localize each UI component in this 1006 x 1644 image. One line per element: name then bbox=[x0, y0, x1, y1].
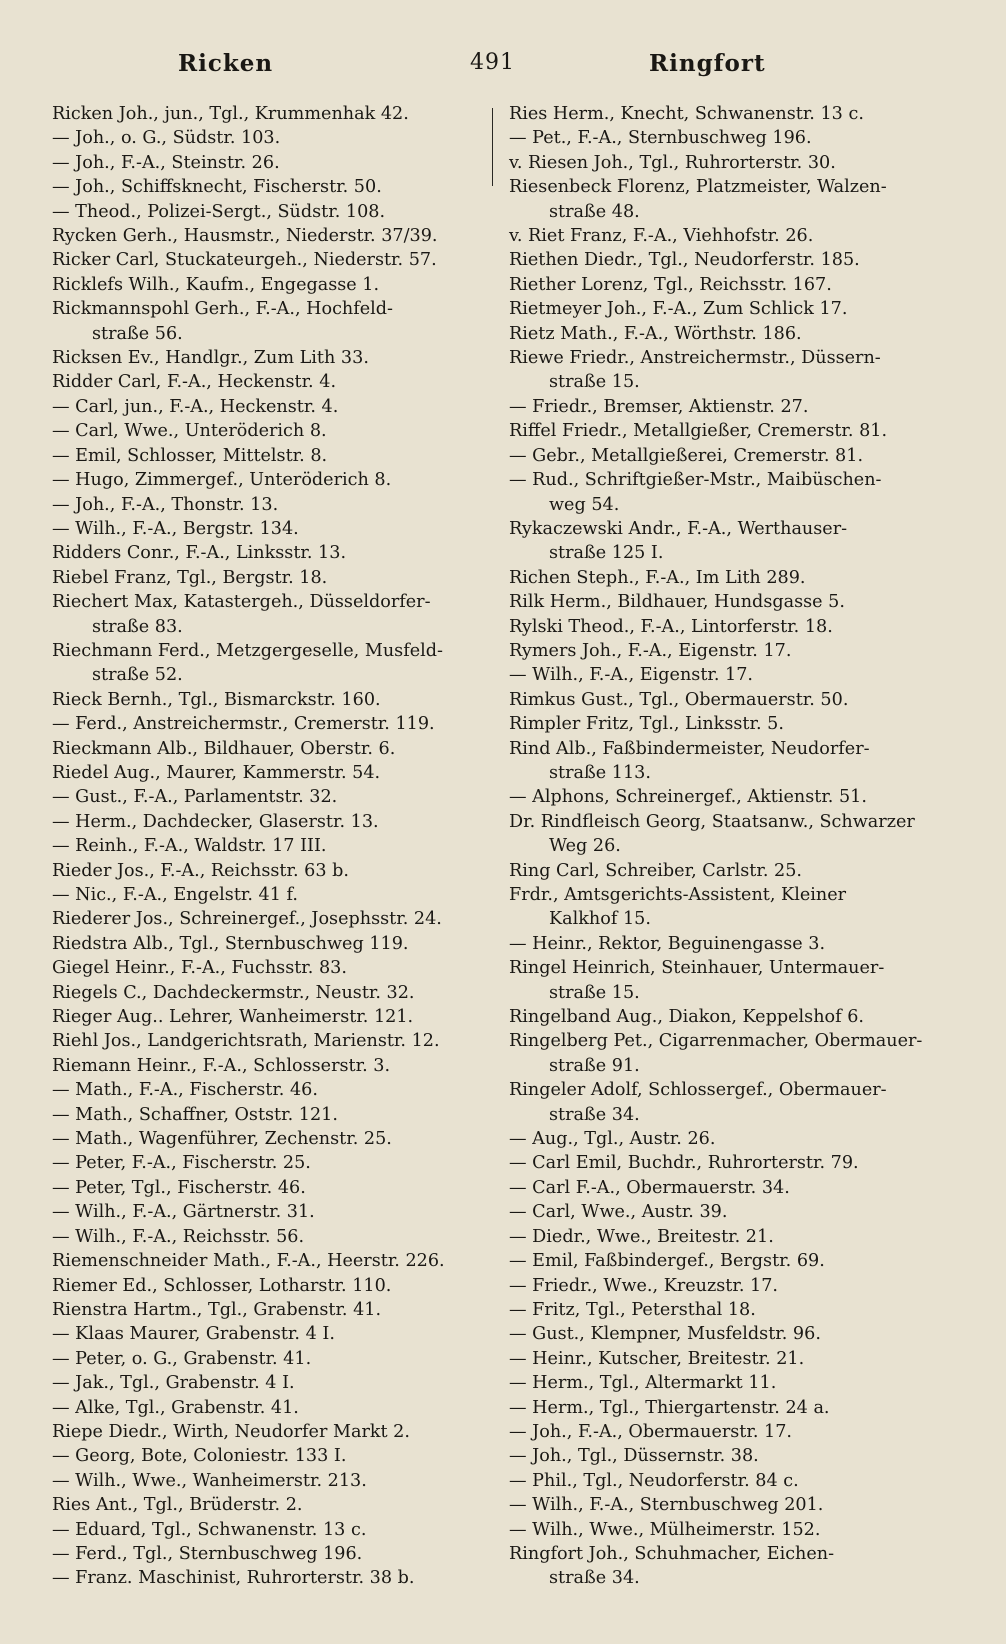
directory-entry-line: — Peter, Tgl., Fischerstr. 46. bbox=[52, 1177, 306, 1198]
directory-entry-line: — Pet., F.-A., Sternbuschweg 196. bbox=[509, 128, 812, 149]
directory-entry-line: — Wilh., Wwe., Mülheimerstr. 152. bbox=[509, 1519, 821, 1540]
directory-entry-line: Ringelband Aug., Diakon, Keppelshof 6. bbox=[509, 1007, 865, 1028]
directory-entry-line: — Phil., Tgl., Neudorferstr. 84 c. bbox=[509, 1470, 799, 1491]
directory-entry-line: straße 48. bbox=[549, 201, 640, 222]
right-column bbox=[509, 102, 974, 1591]
directory-entry-line: — Hugo, Zimmergef., Unteröderich 8. bbox=[52, 470, 392, 491]
directory-entry-line: Riesenbeck Florenz, Platzmeister, Walzen- bbox=[509, 177, 887, 198]
directory-entry-line: — Ferd., Anstreichermstr., Cremerstr. 119. bbox=[52, 714, 435, 735]
directory-entry-line: straße 91. bbox=[549, 1055, 640, 1076]
directory-entry-line: — Heinr., Rektor, Beguinengasse 3. bbox=[509, 933, 826, 954]
directory-entry-line: — Theod., Polizei-Sergt., Südstr. 108. bbox=[52, 201, 386, 222]
directory-entry-line: Ringelberg Pet., Cigarrenmacher, Obermauer- bbox=[509, 1031, 923, 1052]
directory-entry-line: weg 54. bbox=[549, 494, 620, 515]
directory-entry-line: straße 83. bbox=[92, 616, 183, 637]
directory-entry-line: — Heinr., Kutscher, Breitestr. 21. bbox=[509, 1348, 805, 1369]
directory-entry-line: Ring Carl, Schreiber, Carlstr. 25. bbox=[509, 860, 802, 881]
directory-entry-line: Rickmannspohl Gerh., F.-A., Hochfeld- bbox=[52, 299, 394, 320]
directory-entry-line: Riemenschneider Math., F.-A., Heerstr. 226. bbox=[52, 1251, 445, 1272]
directory-entry-line: — Joh., F.-A., Thonstr. 13. bbox=[52, 494, 279, 515]
directory-entry-line: Riedstra Alb., Tgl., Sternbuschweg 119. bbox=[52, 933, 409, 954]
directory-entry-line: — Carl, Wwe., Unteröderich 8. bbox=[52, 421, 327, 442]
directory-entry-line: — Emil, Schlosser, Mittelstr. 8. bbox=[52, 445, 328, 466]
directory-entry-line: — Friedr., Bremser, Aktienstr. 27. bbox=[509, 396, 809, 417]
directory-entry-line: Giegel Heinr., F.-A., Fuchsstr. 83. bbox=[52, 958, 347, 979]
directory-entry-line: Ridders Conr., F.-A., Linksstr. 13. bbox=[52, 543, 347, 564]
directory-entry-line: Riechert Max, Katastergeh., Düsseldorfer- bbox=[52, 592, 431, 613]
directory-entry-line: Ricklefs Wilh., Kaufm., Engegasse 1. bbox=[52, 274, 380, 295]
directory-entry-line: — Eduard, Tgl., Schwanenstr. 13 c. bbox=[52, 1519, 367, 1540]
directory-entry-line: — Joh., Tgl., Düssernstr. 38. bbox=[509, 1446, 759, 1467]
directory-entry-line: Rimpler Fritz, Tgl., Linksstr. 5. bbox=[509, 714, 784, 735]
directory-entry-line: — Fritz, Tgl., Petersthal 18. bbox=[509, 1299, 756, 1320]
directory-entry-line: Riffel Friedr., Metallgießer, Cremerstr. 81. bbox=[509, 421, 888, 442]
directory-entry-line: Riepe Diedr., Wirth, Neudorfer Markt 2. bbox=[52, 1421, 410, 1442]
directory-entry-line: — Math., Schaffner, Oststr. 121. bbox=[52, 1104, 338, 1125]
directory-entry-line: Riether Lorenz, Tgl., Reichsstr. 167. bbox=[509, 274, 832, 295]
directory-entry-line: Riebel Franz, Tgl., Bergstr. 18. bbox=[52, 567, 328, 588]
directory-entry-line: Ries Ant., Tgl., Brüderstr. 2. bbox=[52, 1495, 303, 1516]
directory-entry-line: Riegels C., Dachdeckermstr., Neustr. 32. bbox=[52, 982, 415, 1003]
directory-entry-line: Ries Herm., Knecht, Schwanenstr. 13 c. bbox=[509, 104, 864, 124]
directory-entry-line: — Joh., Schiffsknecht, Fischerstr. 50. bbox=[52, 177, 382, 198]
directory-entry-line: — Jak., Tgl., Grabenstr. 4 I. bbox=[52, 1373, 295, 1394]
directory-entry-line: — Rud., Schriftgießer-Mstr., Maibüschen- bbox=[509, 470, 882, 491]
directory-entry-line: — Wilh., F.-A., Gärtnerstr. 31. bbox=[52, 1202, 315, 1223]
directory-entry-line: Riedel Aug., Maurer, Kammerstr. 54. bbox=[52, 762, 381, 783]
directory-entry-line: — Herm., Tgl., Thiergartenstr. 24 a. bbox=[509, 1397, 830, 1418]
directory-entry-line: Rietmeyer Joh., F.-A., Zum Schlick 17. bbox=[509, 299, 848, 320]
directory-entry-line: Ricken Joh., jun., Tgl., Krummenhak 42. bbox=[52, 104, 409, 124]
directory-entry-line: — Wilh., Wwe., Wanheimerstr. 213. bbox=[52, 1470, 367, 1491]
directory-entry-line: Ridder Carl, F.-A., Heckenstr. 4. bbox=[52, 372, 337, 393]
directory-entry-line: — Klaas Maurer, Grabenstr. 4 I. bbox=[52, 1324, 335, 1345]
directory-entry-line: — Joh., F.-A., Obermauerstr. 17. bbox=[509, 1421, 793, 1442]
directory-entry-line: v. Riesen Joh., Tgl., Ruhrorterstr. 30. bbox=[509, 152, 836, 173]
directory-entry-line: — Gust., F.-A., Parlamentstr. 32. bbox=[52, 787, 338, 808]
directory-entry-line: — Nic., F.-A., Engelstr. 41 f. bbox=[52, 885, 299, 905]
directory-entry-line: — Gust., Klempner, Musfeldstr. 96. bbox=[509, 1324, 821, 1345]
directory-entry-line: Riemer Ed., Schlosser, Lotharstr. 110. bbox=[52, 1275, 392, 1296]
directory-entry-line: Ringfort Joh., Schuhmacher, Eichen- bbox=[509, 1543, 835, 1564]
directory-entry-line: straße 125 I. bbox=[549, 543, 664, 564]
directory-entry-line: Rieckmann Alb., Bildhauer, Oberstr. 6. bbox=[52, 738, 396, 759]
directory-entry-line: — Peter, F.-A., Fischerstr. 25. bbox=[52, 1153, 311, 1174]
directory-entry-line: v. Riet Franz, F.-A., Viehhofstr. 26. bbox=[509, 226, 814, 247]
directory-entry-line: — Math., Wagenführer, Zechenstr. 25. bbox=[52, 1129, 392, 1150]
directory-entry-line: — Aug., Tgl., Austr. 26. bbox=[509, 1129, 716, 1150]
directory-entry-line: Ricker Carl, Stuckateurgeh., Niederstr. 57. bbox=[52, 250, 437, 271]
directory-entry-line: — Ferd., Tgl., Sternbuschweg 196. bbox=[52, 1543, 363, 1564]
directory-entry-line: Riehl Jos., Landgerichtsrath, Marienstr. 12. bbox=[52, 1031, 440, 1052]
directory-entry-line: straße 56. bbox=[92, 323, 183, 344]
directory-entry-line: Rylski Theod., F.-A., Lintorferstr. 18. bbox=[509, 616, 833, 637]
directory-entry-line: Rieger Aug.. Lehrer, Wanheimerstr. 121. bbox=[52, 1007, 414, 1028]
directory-entry-line: straße 113. bbox=[549, 762, 651, 783]
directory-entry-line: — Joh., o. G., Südstr. 103. bbox=[52, 128, 281, 149]
directory-entry-line: — Franz. Maschinist, Ruhrorterstr. 38 b. bbox=[52, 1568, 415, 1589]
directory-entry-line: — Wilh., F.-A., Sternbuschweg 201. bbox=[509, 1495, 824, 1516]
directory-entry-line: Riechmann Ferd., Metzgergeselle, Musfeld- bbox=[52, 640, 443, 661]
directory-entry-line: — Emil, Faßbindergef., Bergstr. 69. bbox=[509, 1251, 825, 1272]
directory-entry-line: Ricksen Ev., Handlgr., Zum Lith 33. bbox=[52, 348, 369, 369]
column-divider bbox=[492, 108, 493, 186]
directory-entry-line: straße 15. bbox=[549, 372, 640, 393]
directory-entry-line: — Herm., Dachdecker, Glaserstr. 13. bbox=[52, 811, 379, 832]
directory-entry-line: — Alphons, Schreinergef., Aktienstr. 51. bbox=[509, 787, 867, 808]
directory-entry-line: Riewe Friedr., Anstreichermstr., Düssern- bbox=[509, 348, 881, 369]
directory-entry-line: — Georg, Bote, Coloniestr. 133 I. bbox=[52, 1446, 347, 1467]
directory-entry-line: — Peter, o. G., Grabenstr. 41. bbox=[52, 1348, 312, 1369]
directory-entry-line: Weg 26. bbox=[549, 836, 621, 857]
directory-entry-line: Riemann Heinr., F.-A., Schlosserstr. 3. bbox=[52, 1055, 391, 1076]
directory-entry-line: Ringeler Adolf, Schlossergef., Obermauer- bbox=[509, 1080, 887, 1101]
directory-entry-line: — Friedr., Wwe., Kreuzstr. 17. bbox=[509, 1275, 778, 1296]
directory-entry-line: Rymers Joh., F.-A., Eigenstr. 17. bbox=[509, 640, 792, 661]
directory-entry-line: Rieder Jos., F.-A., Reichsstr. 63 b. bbox=[52, 860, 349, 881]
directory-entry-line: straße 34. bbox=[549, 1568, 640, 1589]
directory-entry-line: — Carl Emil, Buchdr., Ruhrorterstr. 79. bbox=[509, 1153, 859, 1174]
directory-entry-line: straße 15. bbox=[549, 982, 640, 1003]
directory-entry-line: Rind Alb., Faßbindermeister, Neudorfer- bbox=[509, 738, 870, 759]
directory-entry-line: — Carl, jun., F.-A., Heckenstr. 4. bbox=[52, 396, 339, 417]
directory-entry-line: — Wilh., F.-A., Reichsstr. 56. bbox=[52, 1226, 305, 1247]
directory-entry-line: — Math., F.-A., Fischerstr. 46. bbox=[52, 1080, 318, 1101]
directory-entry-line: — Carl, Wwe., Austr. 39. bbox=[509, 1202, 728, 1223]
directory-entry-line: Dr. Rindfleisch Georg, Staatsanw., Schwarzer bbox=[509, 811, 915, 832]
directory-entry-line: Rieck Bernh., Tgl., Bismarckstr. 160. bbox=[52, 689, 381, 710]
left-column bbox=[52, 102, 492, 1591]
directory-entry-line: Kalkhof 15. bbox=[549, 909, 651, 930]
header-left-keyword: Ricken bbox=[178, 50, 274, 77]
directory-entry-line: straße 52. bbox=[92, 665, 183, 686]
header-right-keyword: Ringfort bbox=[649, 50, 766, 77]
directory-entry-line: Ringel Heinrich, Steinhauer, Untermauer- bbox=[509, 958, 885, 979]
directory-entry-line: Rimkus Gust., Tgl., Obermauerstr. 50. bbox=[509, 689, 849, 710]
directory-entry-line: Rykaczewski Andr., F.-A., Werthauser- bbox=[509, 518, 848, 539]
directory-entry-line: Riederer Jos., Schreinergef., Josephsstr. 24. bbox=[52, 909, 442, 930]
directory-entry-line: — Joh., F.-A., Steinstr. 26. bbox=[52, 152, 280, 173]
directory-entry-line: — Gebr., Metallgießerei, Cremerstr. 81. bbox=[509, 445, 864, 466]
directory-entry-line: Rietz Math., F.-A., Wörthstr. 186. bbox=[509, 323, 802, 344]
page-number: 491 bbox=[470, 50, 515, 75]
directory-entry-line: — Reinh., F.-A., Waldstr. 17 III. bbox=[52, 836, 327, 857]
directory-entry-line: straße 34. bbox=[549, 1104, 640, 1125]
directory-entry-line: — Alke, Tgl., Grabenstr. 41. bbox=[52, 1397, 299, 1418]
directory-entry-line: — Diedr., Wwe., Breitestr. 21. bbox=[509, 1226, 774, 1247]
directory-entry-line: — Wilh., F.-A., Eigenstr. 17. bbox=[509, 665, 754, 686]
directory-entry-line: Frdr., Amtsgerichts-Assistent, Kleiner bbox=[509, 885, 847, 905]
directory-entry-line: — Herm., Tgl., Altermarkt 11. bbox=[509, 1373, 777, 1394]
directory-entry-line: Rilk Herm., Bildhauer, Hundsgasse 5. bbox=[509, 592, 845, 613]
directory-entry-line: — Carl F.-A., Obermauerstr. 34. bbox=[509, 1177, 790, 1198]
directory-entry-line: Rienstra Hartm., Tgl., Grabenstr. 41. bbox=[52, 1299, 382, 1320]
directory-entry-line: Richen Steph., F.-A., Im Lith 289. bbox=[509, 567, 806, 588]
page-header bbox=[0, 50, 1006, 90]
directory-entry-line: Rycken Gerh., Hausmstr., Niederstr. 37/39. bbox=[52, 226, 438, 247]
directory-entry-line: Riethen Diedr., Tgl., Neudorferstr. 185. bbox=[509, 250, 860, 271]
directory-entry-line: — Wilh., F.-A., Bergstr. 134. bbox=[52, 518, 299, 539]
